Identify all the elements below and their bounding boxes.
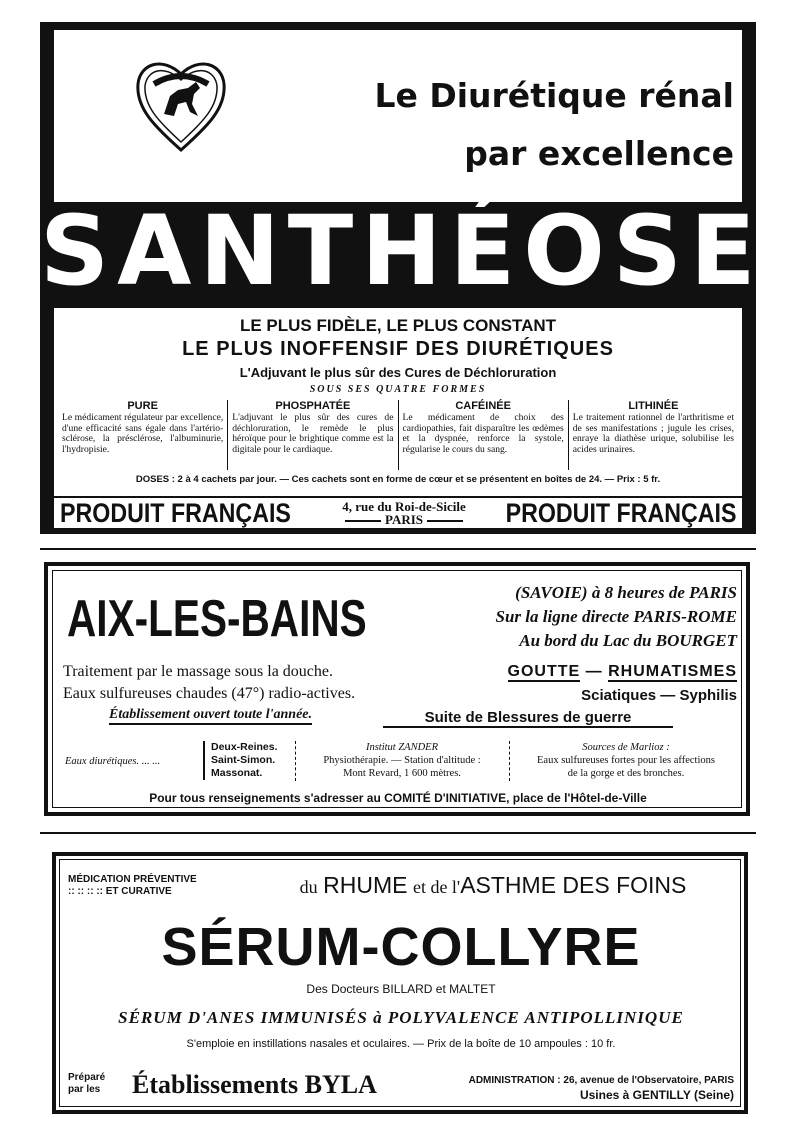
sources-marlioz	[511, 741, 741, 780]
aix-title: AIX-LES-BAINS	[67, 590, 367, 648]
establishment-byla: Établissements BYLA	[132, 1070, 377, 1099]
marlioz-line2: de la gorge et des bronches.	[567, 768, 685, 779]
form-phosphatee	[228, 400, 398, 470]
prepare-line1: Préparé	[68, 1072, 106, 1083]
medication-label	[68, 874, 197, 898]
establishment-open: Établissement ouvert toute l'année.	[109, 707, 312, 725]
ailment-rhumatismes: RHUMATISMES	[608, 663, 737, 680]
rhume-mid: et de l'	[412, 877, 461, 897]
form-cafeinee	[399, 400, 569, 470]
serum-title: SÉRUM-COLLYRE	[161, 917, 641, 977]
santheose-header-panel	[54, 30, 742, 202]
source-name: Saint-Simon.	[211, 754, 276, 766]
ailments-blessures: Suite de Blessures de guerre	[383, 709, 673, 728]
medication-line2: :: :: :: :: ET CURATIVE	[68, 886, 172, 897]
form-title: PURE	[127, 400, 158, 412]
address-street: 4, rue du Roi-de-Sicile	[342, 499, 466, 514]
usines-line: Usines à GENTILLY (Seine)	[579, 1088, 734, 1102]
headline-fidele: LE PLUS FIDÈLE, LE PLUS CONSTANT	[239, 316, 557, 335]
divider	[295, 741, 296, 781]
marlioz-title: Sources de Marlioz :	[582, 742, 670, 753]
usage-price-line: S'emploie en instillations nasales et oculaires. — Prix de la boîte de 10 ampoules : 10 fr.	[186, 1038, 616, 1050]
tagline-line1: Le Diurétique rénal	[374, 76, 734, 115]
form-title: PHOSPHATÉE	[275, 400, 351, 412]
dosage-note: DOSES : 2 à 4 cachets par jour. — Ces cachets sont en forme de cœur et se présentent en boîtes de 24. — Prix : 5 fr.	[135, 474, 661, 485]
marlioz-line1: Eaux sulfureuses fortes pour les affections	[537, 755, 715, 766]
institut-zander	[299, 741, 505, 780]
form-text: Le médicament de choix des cardiopathies, fait disparaître les œdèmes et la dyspnée, renforce la systole, régularise le cours du sang.	[402, 412, 564, 455]
zander-line2: Mont Revard, 1 600 mètres.	[343, 768, 461, 779]
separator-rule	[40, 832, 756, 834]
divider	[509, 741, 510, 781]
zander-line1: Physiothérapie. — Station d'altitude :	[323, 755, 481, 766]
serum-collyre-ad	[52, 852, 748, 1114]
address-city-row	[324, 513, 484, 526]
asthme-word: ASTHME DES FOINS	[460, 872, 687, 898]
medication-line1: MÉDICATION PRÉVENTIVE	[68, 874, 197, 885]
santheose-address	[324, 500, 484, 526]
separator-rule	[40, 548, 756, 550]
ailments-goutte-rhumatismes	[383, 663, 737, 681]
form-text: Le médicament régulateur par excellence, d'une efficacité sans égale dans l'artério-sclérose, la présclérose, l'albuminurie, l'hydropisie.	[62, 412, 224, 455]
admin-line: ADMINISTRATION : 26, avenue de l'Observatoire, PARIS	[468, 1075, 734, 1086]
form-text: Le traitement rationnel de l'arthritisme et de ses manifestations ; jugule les crises, enraye la diathèse urique, solubilise les acides urinaires.	[572, 412, 734, 455]
forms-list	[58, 400, 738, 470]
eaux-sources	[203, 741, 278, 780]
heart-emblem-icon	[134, 54, 228, 154]
form-text: L'adjuvant le plus sûr des cures de déchloruration, le remède le plus héroïque pour le brightique comme est la digitale pour le cardiaque.	[232, 412, 394, 455]
aix-railway: Sur la ligne directe PARIS-ROME	[495, 607, 737, 626]
form-pure	[58, 400, 228, 470]
address-city: PARIS	[384, 512, 424, 527]
form-title: CAFÉINÉE	[455, 400, 511, 412]
headline-adjuvant: L'Adjuvant le plus sûr des Cures de Déchloruration	[239, 365, 557, 380]
santheose-ad	[40, 22, 764, 534]
forms-heading: SOUS SES QUATRE FORMES	[309, 384, 487, 395]
rhume-word: RHUME	[323, 872, 408, 898]
produit-francais-left: PRODUIT FRANÇAIS	[60, 498, 291, 528]
aix-lake: Au bord du Lac du BOURGET	[519, 631, 737, 650]
prepare-line2: par les	[68, 1084, 101, 1095]
aix-footer: Pour tous renseignements s'adresser au COMITÉ D'INITIATIVE, place de l'Hôtel-de-Ville	[149, 791, 647, 805]
ailments-sciatiques: Sciatiques — Syphilis	[581, 687, 737, 704]
serum-inner-frame	[59, 859, 741, 1107]
source-name: Massonat.	[211, 767, 263, 779]
aix-les-bains-ad	[44, 562, 750, 816]
immunises-line: SÉRUM D'ANES IMMUNISÉS à POLYVALENCE ANTIPOLLINIQUE	[118, 1008, 684, 1027]
eaux-diuretiques-label: Eaux diurétiques. ... ...	[65, 756, 161, 767]
headline-inoffensif: LE PLUS INOFFENSIF DES DIURÉTIQUES	[182, 338, 614, 360]
produit-francais-right: PRODUIT FRANÇAIS	[505, 498, 736, 528]
rhume-prefix: du	[299, 877, 318, 897]
santheose-footer-panel	[54, 498, 742, 528]
santheose-body-panel	[54, 308, 742, 496]
brand-name: SANTHÉOSE	[40, 195, 764, 307]
tagline-line2: par excellence	[464, 134, 734, 173]
doctors-line: Des Docteurs BILLARD et MALTET	[306, 982, 496, 996]
source-name: Deux-Reines.	[211, 741, 278, 753]
zander-title: Institut ZANDER	[365, 742, 439, 753]
aix-location: (SAVOIE) à 8 heures de PARIS	[515, 583, 737, 602]
treatment-waters: Eaux sulfureuses chaudes (47°) radio-actives.	[63, 685, 356, 702]
administration-address	[410, 1074, 734, 1102]
form-title: LITHINÉE	[628, 400, 679, 412]
ailment-goutte: GOUTTE	[507, 663, 581, 680]
rhume-asthme-headline	[250, 872, 736, 899]
divider	[427, 520, 463, 522]
prepared-by-label	[68, 1072, 105, 1096]
dash: —	[585, 663, 603, 680]
treatment-massage: Traitement par le massage sous la douche.	[63, 663, 334, 680]
divider	[345, 520, 381, 522]
form-lithinee	[569, 400, 738, 470]
aix-inner-frame	[52, 570, 742, 808]
